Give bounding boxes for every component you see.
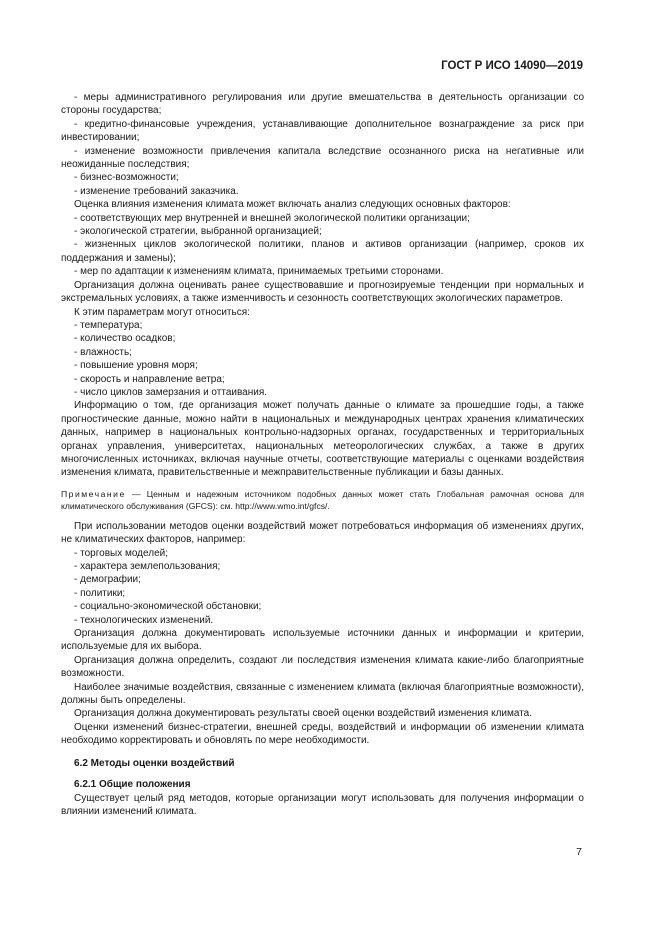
paragraph: - повышение уровня моря; (74, 360, 198, 372)
paragraph: Оценка влияния изменения климата может включать анализ следующих основных факторов: (74, 199, 511, 211)
paragraph: - жизненных циклов экологической политики, планов и активов организации (например, сроков их поддержания и замены); (61, 239, 584, 264)
paragraph: - соответствующих мер внутренней и внешней экологической политики организации; (74, 212, 470, 224)
paragraph: - кредитно-финансовые учреждения, устанавливающие дополнительное вознаграждение за риск при инвестировании; (61, 118, 584, 144)
paragraph: - технологических изменений. (74, 614, 214, 626)
paragraph: - экологической стратегии, выбранной организацией; (74, 226, 322, 238)
paragraph: К этим параметрам могут относиться: (74, 306, 250, 318)
subsection-heading: 6.2.1 Общие положения (74, 779, 191, 791)
paragraph: - демографии; (74, 574, 141, 586)
note (61, 488, 584, 512)
paragraph: - температура; (74, 319, 143, 331)
paragraph: Организация должна оценивать ранее существовавшие и прогнозируемые тенденции при нормальных и экстремальных условиях, а также изменчивость и сезонность соответствующих экологических параметров. (61, 279, 584, 305)
paragraph: Организация должна документировать результаты своей оценки воздействий изменения климата. (74, 708, 533, 720)
paragraph: - изменение возможности привлечения капитала вследствие осознанного риска на негативные или неожиданные последствия; (61, 145, 584, 171)
paragraph: Организация должна документировать используемые источники данных и информации и критерии, используемые для их выбора. (61, 628, 584, 653)
page-number: 7 (576, 846, 582, 858)
document-id-header: ГОСТ Р ИСО 14090—2019 (441, 60, 583, 72)
paragraph: - скорость и направление ветра; (74, 373, 225, 385)
paragraph: - мер по адаптации к изменениям климата, принимаемых третьими сторонами. (74, 266, 444, 278)
paragraph: - социально-экономической обстановки; (74, 601, 262, 613)
paragraph: Оценки изменений бизнес-стратегии, внешней среды, воздействий и информации об изменении климата необходимо корректировать и обновлять по мере необходимости. (61, 721, 584, 747)
paragraph: - бизнес-возможности; (74, 172, 179, 184)
paragraph: - влажность; (74, 346, 132, 358)
paragraph: - политики; (74, 587, 126, 599)
paragraph: - меры административного регулирования или другие вмешательства в деятельность организации со стороны государства; (61, 92, 584, 117)
paragraph: - изменение требований заказчика. (74, 185, 239, 197)
paragraph: - количество осадков; (74, 333, 176, 345)
note-text: — Ценным и надежным источником подобных данных может стать Глобальная рамочная основа для климатического обслуживания (GFCS): см. http://www.wmo.int/gfcs/. (61, 488, 584, 511)
paragraph: - характера землепользования; (74, 561, 221, 572)
paragraph: - торговых моделей; (74, 547, 169, 559)
section-heading: 6.2 Методы оценки воздействий (74, 757, 235, 769)
paragraph: Организация должна определить, создают ли последствия изменения климата какие-либо благоприятные возможности. (61, 654, 584, 680)
paragraph: При использовании методов оценки воздействий может потребоваться информация об изменениях других, не климатических факторов, например: (61, 520, 584, 546)
paragraph: Существует целый ряд методов, которые организации могут использовать для получения информации о влиянии изменений климата. (61, 792, 584, 817)
paragraph: - число циклов замерзания и оттаивания. (74, 386, 268, 398)
page-body (61, 91, 584, 818)
note-label: Примечание (61, 488, 126, 499)
paragraph: Информацию о том, где организация может получать данные о климате за прошедшие годы, а также прогностические данные, можно найти в национальных и международных центрах хранения климатических данных, например в национальных контрольно-надзорных органах, государственных и территориальных органах управления, университетах, национальных метеорологических службах, а также в других многочисленных источниках, включая научные отчеты, соответствующие материалы с оценками воздействия изменения климата, правительственные и межправительственные публикации и базы данных. (61, 400, 584, 479)
paragraph: Наиболее значимые воздействия, связанные с изменением климата (включая благоприятные возможности), должны быть определены. (61, 681, 584, 707)
